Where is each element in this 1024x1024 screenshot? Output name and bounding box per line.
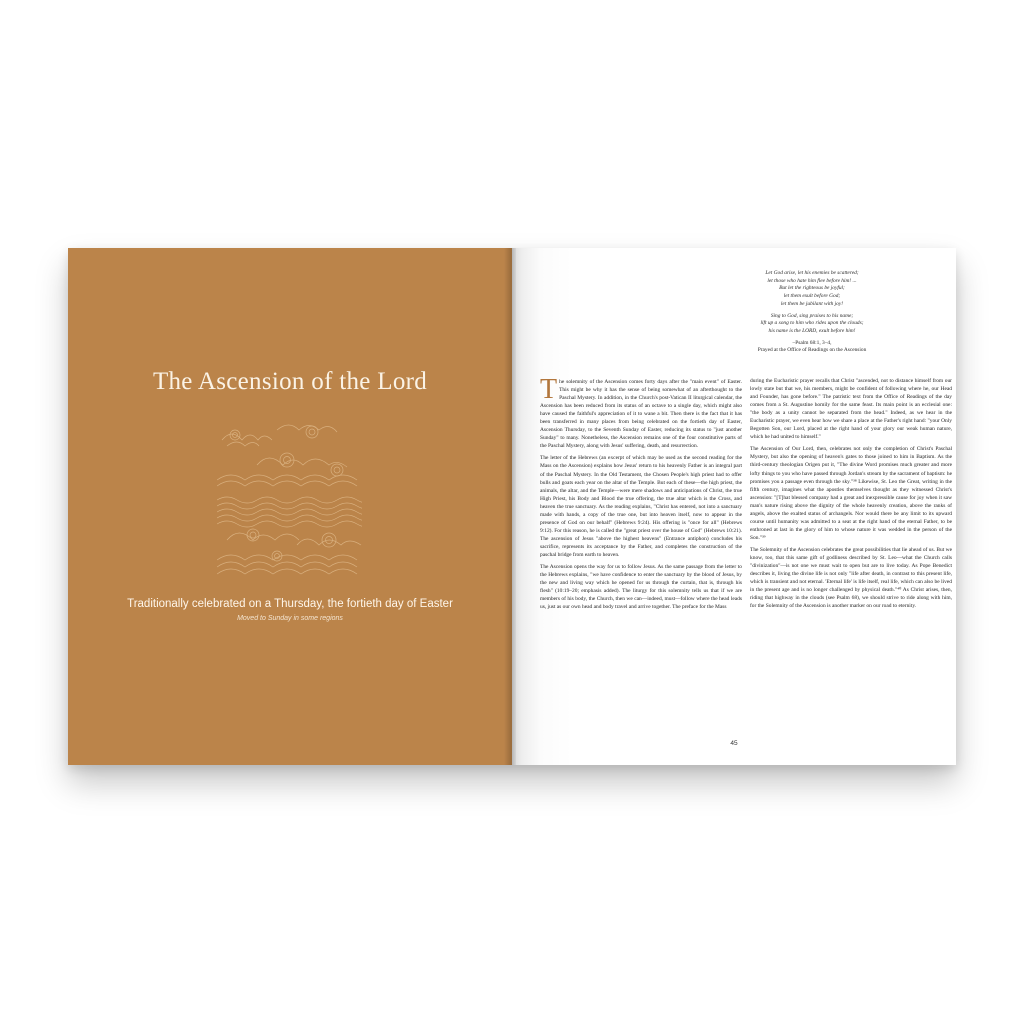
paragraph: during the Eucharistic prayer recalls that Christ "ascended, not to distance himself from our lowly state but that we, his members, might be confident of following where he, our Head and Founder, has gone before." The patristic text from the Office of Readings of the day comes from a St. Augustine homily for the same feast. Its main point is an ecclesial one: "the body as a unity cannot be separated from the head." Indeed, as we hear in the Eucharistic prayer, we even hear how we share a place at the Father's right hand: "your Only Begotten Son, our Lord, placed at the right hand of your glory our weak human nature, which he had united to himself." [750, 378, 952, 441]
paragraph: The letter of the Hebrews (an excerpt of which may be used as the second reading for the Mass on the Ascension) explains how Jesus' return to his heavenly Father is an integral part of the Paschal Mystery. In the Old Testament, the Chosen People's high priest had to offer bulls and goats each year on the altar of the Temple. But each of these—the high priest, the animals, the altar, and the Temple—were mere shadows and anticipations of Christ, the true High Priest, his Body and Blood the true offering, the true altar which is the Cross, and heaven the true sanctuary. As the reading explains, "Christ has entered, not into a sanctuary made with hands, a copy of the true one, but into heaven itself, now to appear in the presence of God on our behalf" (Hebrews 9:24). His offering is "once for all" (Hebrews 9:12). For this reason, he is called the "great priest over the house of God" (Hebrews 10:21). The ascension of Jesus "above the highest heavens" (Entrance antiphon) concludes his sacrifice, represents its acceptance by the Father, and completes the construction of the paschal bridge from earth to heaven. [540, 455, 742, 558]
paragraph: The Solemnity of the Ascension celebrates the great possibilities that lie ahead of us. But we know, too, that this same gift of godliness described by St. Leo—what the Church calls "divinization"—is not one we must wait to open but are to live today. As Pope Benedict describes it, living the divine life is not only "life after death, in contrast to this present life, which is transient and not eternal. 'Eternal life' is life itself, real life, which can also be lived in the present age and is no longer challenged by physical death."⁴⁰ As Christ arises, then, riding that highway in the clouds (see Psalm 68), we should strive to ride along with him, for the Solemnity of the Ascension is another marker on our road to eternity. [750, 546, 952, 610]
epigraph-line: his name is the LORD, exult before him! [768, 327, 856, 334]
feast-subtitle: Traditionally celebrated on a Thursday, the fortieth day of Easter [127, 598, 453, 610]
epigraph-line: lift up a song to him who rides upon the clouds; [760, 320, 864, 327]
text-column-left [540, 378, 742, 708]
left-page [68, 248, 512, 765]
paragraph: The Ascension of Our Lord, then, celebrates not only the completion of Christ's Paschal Mystery, but also the opening of heaven's gates to those joined to him in Baptism. As the third-century theologian Origen put it, "The divine Word promises much greater and more lofty things to you who have passed through Jordan's stream by the sacrament of baptism: he promises you a passage even through the sky."³⁸ Likewise, St. Leo the Great, writing in the fifth century, imagines what the apostles themselves thought as they witnessed Christ's ascension: "[T]hat blessed company had a great and inexpressible cause for joy when it saw man's nature rising above the dignity of the whole heavenly creation, above the ranks of angels, above the exalted status of archangels. Nor would there be any limit to its upward course until humanity was admitted to a seat at the right hand of the eternal Father, to be enthroned at last in the glory of him to whose nature it was wedded in the person of the Son."³⁹ [750, 446, 952, 541]
feast-note: Moved to Sunday in some regions [237, 615, 343, 622]
paragraph [540, 378, 742, 450]
epigraph-line: Sing to God, sing praises to his name; [770, 312, 854, 319]
paragraph-text: he solemnity of the Ascension comes forty days after the "main event" of Easter. This might be why it has the sense of being somewhat of an afterthought to the Paschal Mystery. In addition, in the Church's post-Vatican II liturgical calendar, the Ascension has been reduced from its status of an octave to a single day, which might also have caused the faithful's appreciation of it to wane a bit. Then there is the fact that it has been transferred in many places from being celebrated on the fortieth day of Easter, Ascension Thursday, to the Seventh Sunday of Easter, reducing its status to "just another Sunday" to many. Nonetheless, the Ascension remains one of the four constitutive parts of the Paschal Mystery, along with Jesus' suffering, death, and resurrection. [540, 379, 742, 450]
chapter-title: The Ascension of the Lord [152, 368, 428, 395]
page-number: 45 [730, 740, 738, 747]
text-column-right [750, 377, 952, 707]
right-page [512, 248, 956, 765]
book-gutter [504, 248, 516, 765]
psalm-epigraph [712, 270, 912, 355]
epigraph-line: let those who hate him flee before him! ... [767, 277, 857, 284]
cloud-wave-pattern-icon [217, 420, 362, 580]
paragraph: The Ascension opens the way for us to follow Jesus. As the same passage from the letter to the Hebrews explains, "we have confidence to enter the sanctuary by the blood of Jesus, by the new and living way which he opened for us through the curtain, that is, through his flesh" (10:19–20; emphasis added). The liturgy for this solemnity tells us that if we are members of his body, the Church, then we can—indeed, must—follow where the head leads us, just as our own head and body travel and arrive together. The preface for the Mass [540, 564, 742, 611]
epigraph-line: let them be jubilant with joy! [780, 300, 844, 307]
open-book [68, 248, 956, 765]
epigraph-line: But let the righteous be joyful; [779, 285, 845, 292]
epigraph-citation: –Psalm 68:1, 3–4, [792, 339, 832, 346]
epigraph-line: let them exult before God; [783, 293, 841, 300]
drop-cap: T [540, 378, 558, 405]
epigraph-citation-source: Prayed at the Office of Readings on the Ascension [757, 347, 867, 354]
epigraph-line: Let God arise, let his enemies be scattered; [765, 270, 859, 276]
